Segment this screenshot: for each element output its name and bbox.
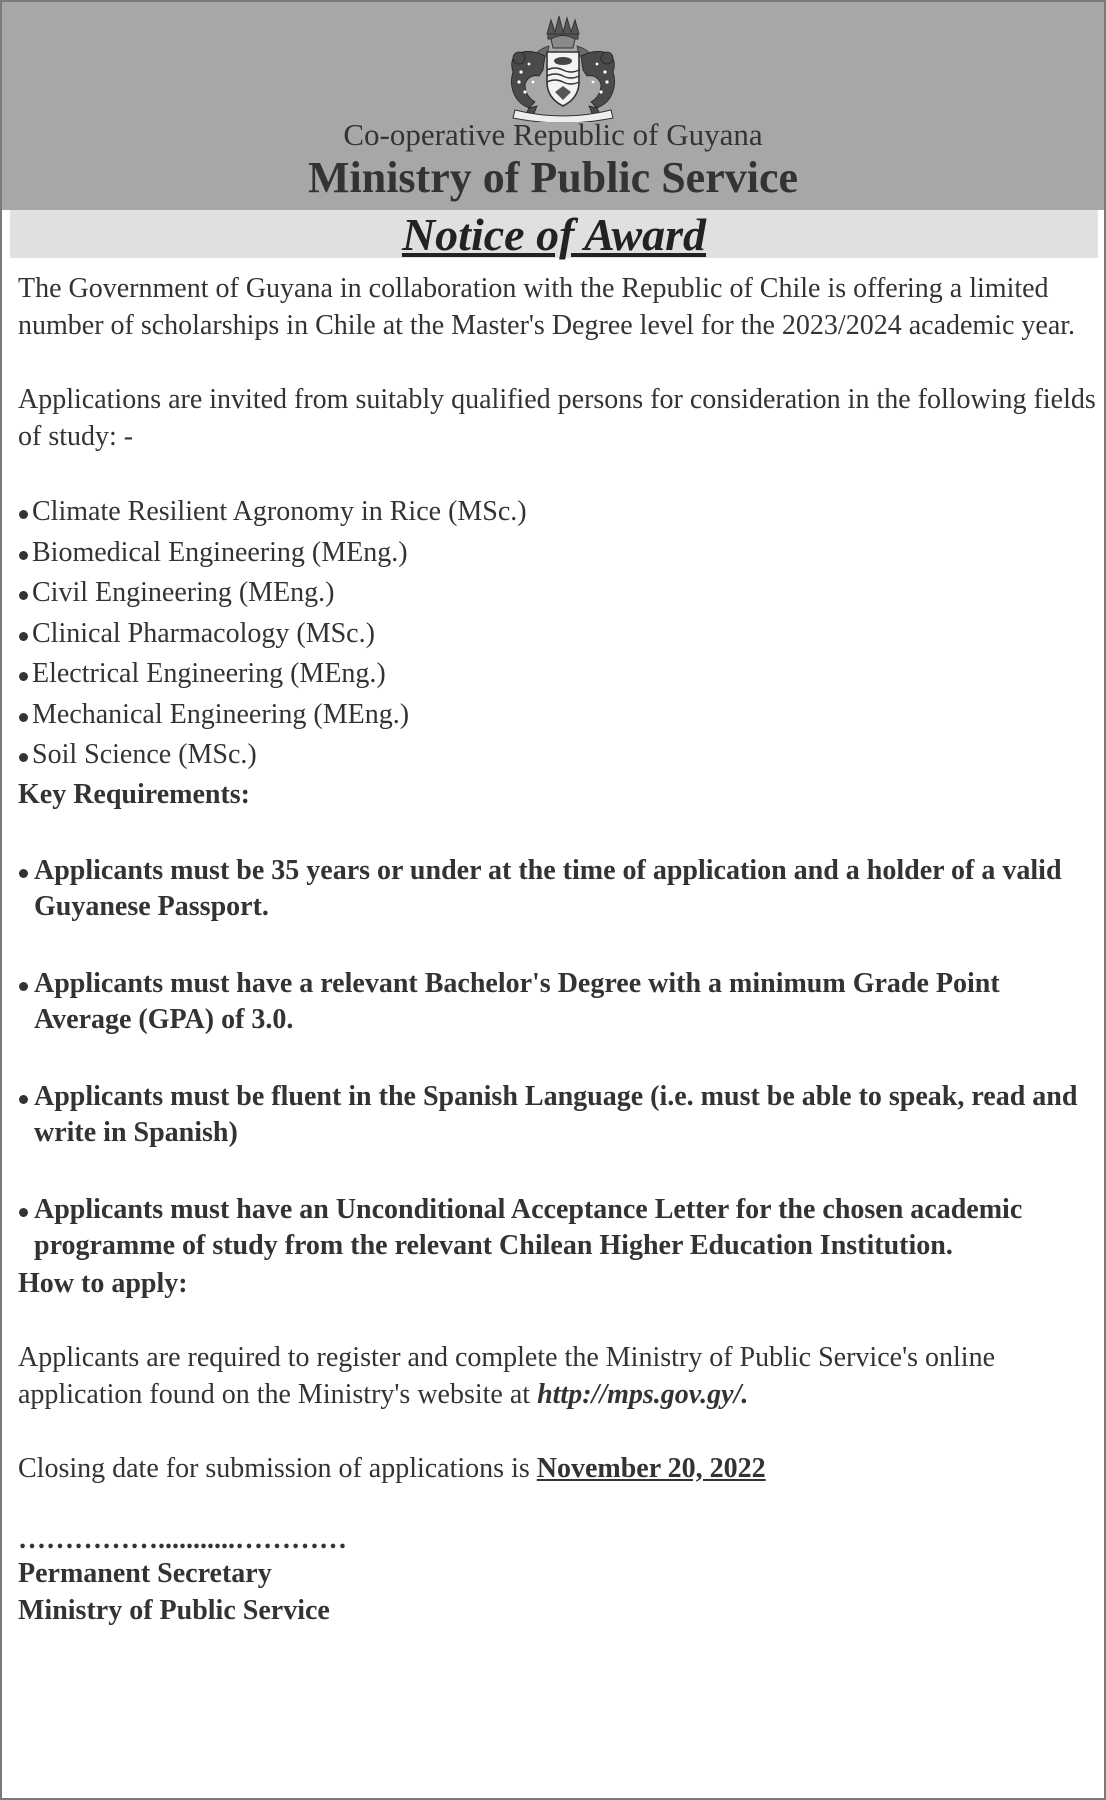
signatory-office: Ministry of Public Service [18, 1594, 330, 1626]
closing-date-label: Closing date for submission of applications is [18, 1452, 537, 1484]
fields-of-study-list [18, 492, 1098, 776]
spacer [18, 455, 1098, 492]
closing-date: November 20, 2022 [536, 1452, 766, 1484]
apply-instructions: Applicants are required to register and complete the Ministry of Public Service's online application found on the Ministry's website at [18, 1341, 995, 1410]
how-to-apply-paragraph [18, 1339, 1098, 1413]
list-item: Clinical Pharmacology (MSc.) [18, 614, 1098, 655]
guyana-coat-of-arms-icon [495, 12, 630, 122]
list-item: Climate Resilient Agronomy in Rice (MSc.) [18, 492, 1098, 533]
header-band [2, 2, 1104, 210]
notice-title-band [10, 210, 1098, 258]
list-item: Biomedical Engineering (MEng.) [18, 533, 1098, 574]
list-item: Soil Science (MSc.) [18, 735, 1098, 776]
list-item: Applicants must be 35 years or under at the time of application and a holder of a valid Guyanese Passport. [18, 853, 1098, 926]
how-to-apply-heading: How to apply: [18, 1267, 188, 1299]
key-requirements-heading: Key Requirements: [18, 778, 250, 810]
country-name: Co-operative Republic of Guyana [343, 117, 763, 152]
invitation-paragraph: Applications are invited from suitably qualified persons for consideration in the following fields of study: - [18, 384, 1096, 452]
list-item: Mechanical Engineering (MEng.) [18, 695, 1098, 736]
signatory-title: Permanent Secretary [18, 1557, 272, 1589]
list-item: Electrical Engineering (MEng.) [18, 654, 1098, 695]
header-inner [10, 2, 1096, 208]
list-item: Applicants must be fluent in the Spanish Language (i.e. must be able to speak, read and write in Spanish) [18, 1079, 1098, 1152]
notice-title: Notice of Award [401, 209, 707, 260]
spacer [18, 344, 1098, 381]
list-item: Applicants must have an Unconditional Acceptance Letter for the chosen academic programme of study from the relevant Chilean Higher Education Institution. [18, 1192, 1098, 1265]
list-item: Applicants must have a relevant Bachelor's Degree with a minimum Grade Point Average (GPA) of 3.0. [18, 966, 1098, 1039]
requirements-list [18, 853, 1098, 1265]
signature-line: ……………...........………… [18, 1523, 347, 1555]
ministry-title: Ministry of Public Service [307, 153, 798, 202]
notice-body [18, 270, 1098, 1629]
ministry-website-link[interactable]: http://mps.gov.gy/. [537, 1378, 749, 1410]
closing-date-paragraph [18, 1450, 1098, 1487]
list-item: Civil Engineering (MEng.) [18, 573, 1098, 614]
intro-paragraph: The Government of Guyana in collaboration with the Republic of Chile is offering a limited number of scholarships in Chile at the Master's Degree level for the 2023/2024 academic year. [18, 273, 1076, 341]
